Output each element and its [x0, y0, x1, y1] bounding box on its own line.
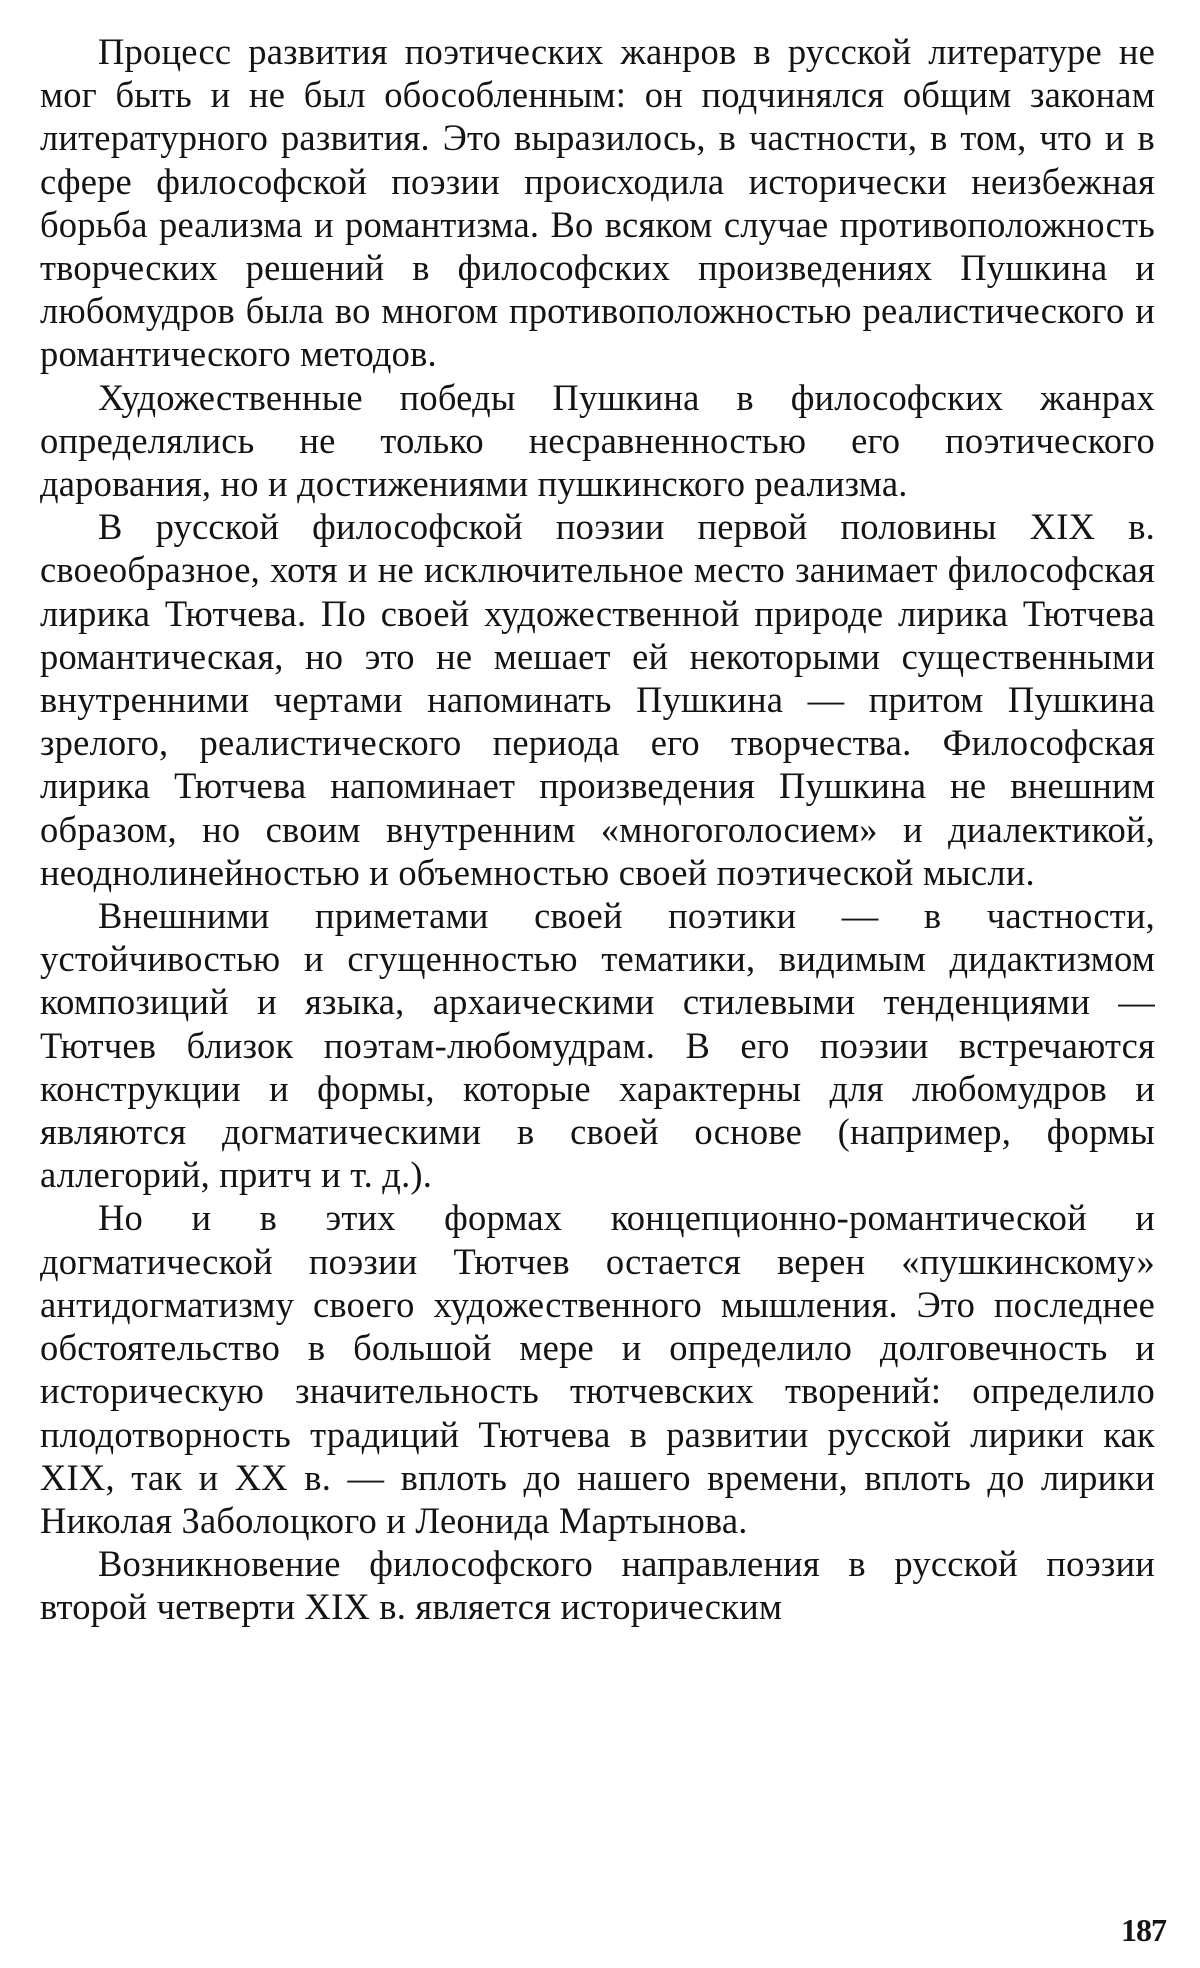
page-number: 187 [1121, 1912, 1166, 1948]
paragraph: Возникновение философского направления в русской поэзии второй четверти XIX в. является историческим [40, 1543, 1155, 1628]
paragraph: Внешними приметами своей поэтики — в частности, устойчивостью и сгущенностью тематики, видимым дидактизмом композиций и языка, архаическими стилевыми тенденциями — Тютчев близок поэтам-любомудрам. В его поэзии встречаются конструкции и формы, которые характерны для любомудров и являются догматическими в своей основе (например, формы аллегорий, притч и т. д.). [40, 895, 1155, 1196]
body-text [40, 30, 1155, 1629]
paragraph: Художественные победы Пушкина в философских жанрах определялись не только несравненностью его поэтического дарования, но и достижениями пушкинского реализма. [40, 376, 1155, 505]
paragraph: Но и в этих формах концепционно-романтической и догматической поэзии Тютчев остается верен «пушкинскому» антидогматизму своего художественного мышления. Это последнее обстоятельство в большой мере и определило долговечность и историческую значительность тютчевских творений: определило плодотворность традиций Тютчева в развитии русской лирики как XIX, так и XX в. — вплоть до нашего времени, вплоть до лирики Николая Заболоцкого и Леонида Мартынова. [40, 1197, 1155, 1541]
paragraph: В русской философской поэзии первой половины XIX в. своеобразное, хотя и не исключительное место занимает философская лирика Тютчева. По своей художественной природе лирика Тютчева романтическая, но это не мешает ей некоторыми существенными внутренними чертами напоминать Пушкина — притом Пушкина зрелого, реалистического периода его творчества. Философская лирика Тютчева напоминает произведения Пушкина не внешним образом, но своим внутренним «многоголосием» и диалектикой, неоднолинейностью и объемностью своей поэтической мысли. [40, 506, 1155, 893]
paragraph: Процесс развития поэтических жанров в русской литературе не мог быть и не был обособленным: он подчинялся общим законам литературного развития. Это выразилось, в частности, в том, что и в сфере философской поэзии происходила исторически неизбежная борьба реализма и романтизма. Во всяком случае противоположность творческих решений в философских произведениях Пушкина и любомудров была во многом противоположностью реалистического и романтического методов. [40, 31, 1155, 375]
